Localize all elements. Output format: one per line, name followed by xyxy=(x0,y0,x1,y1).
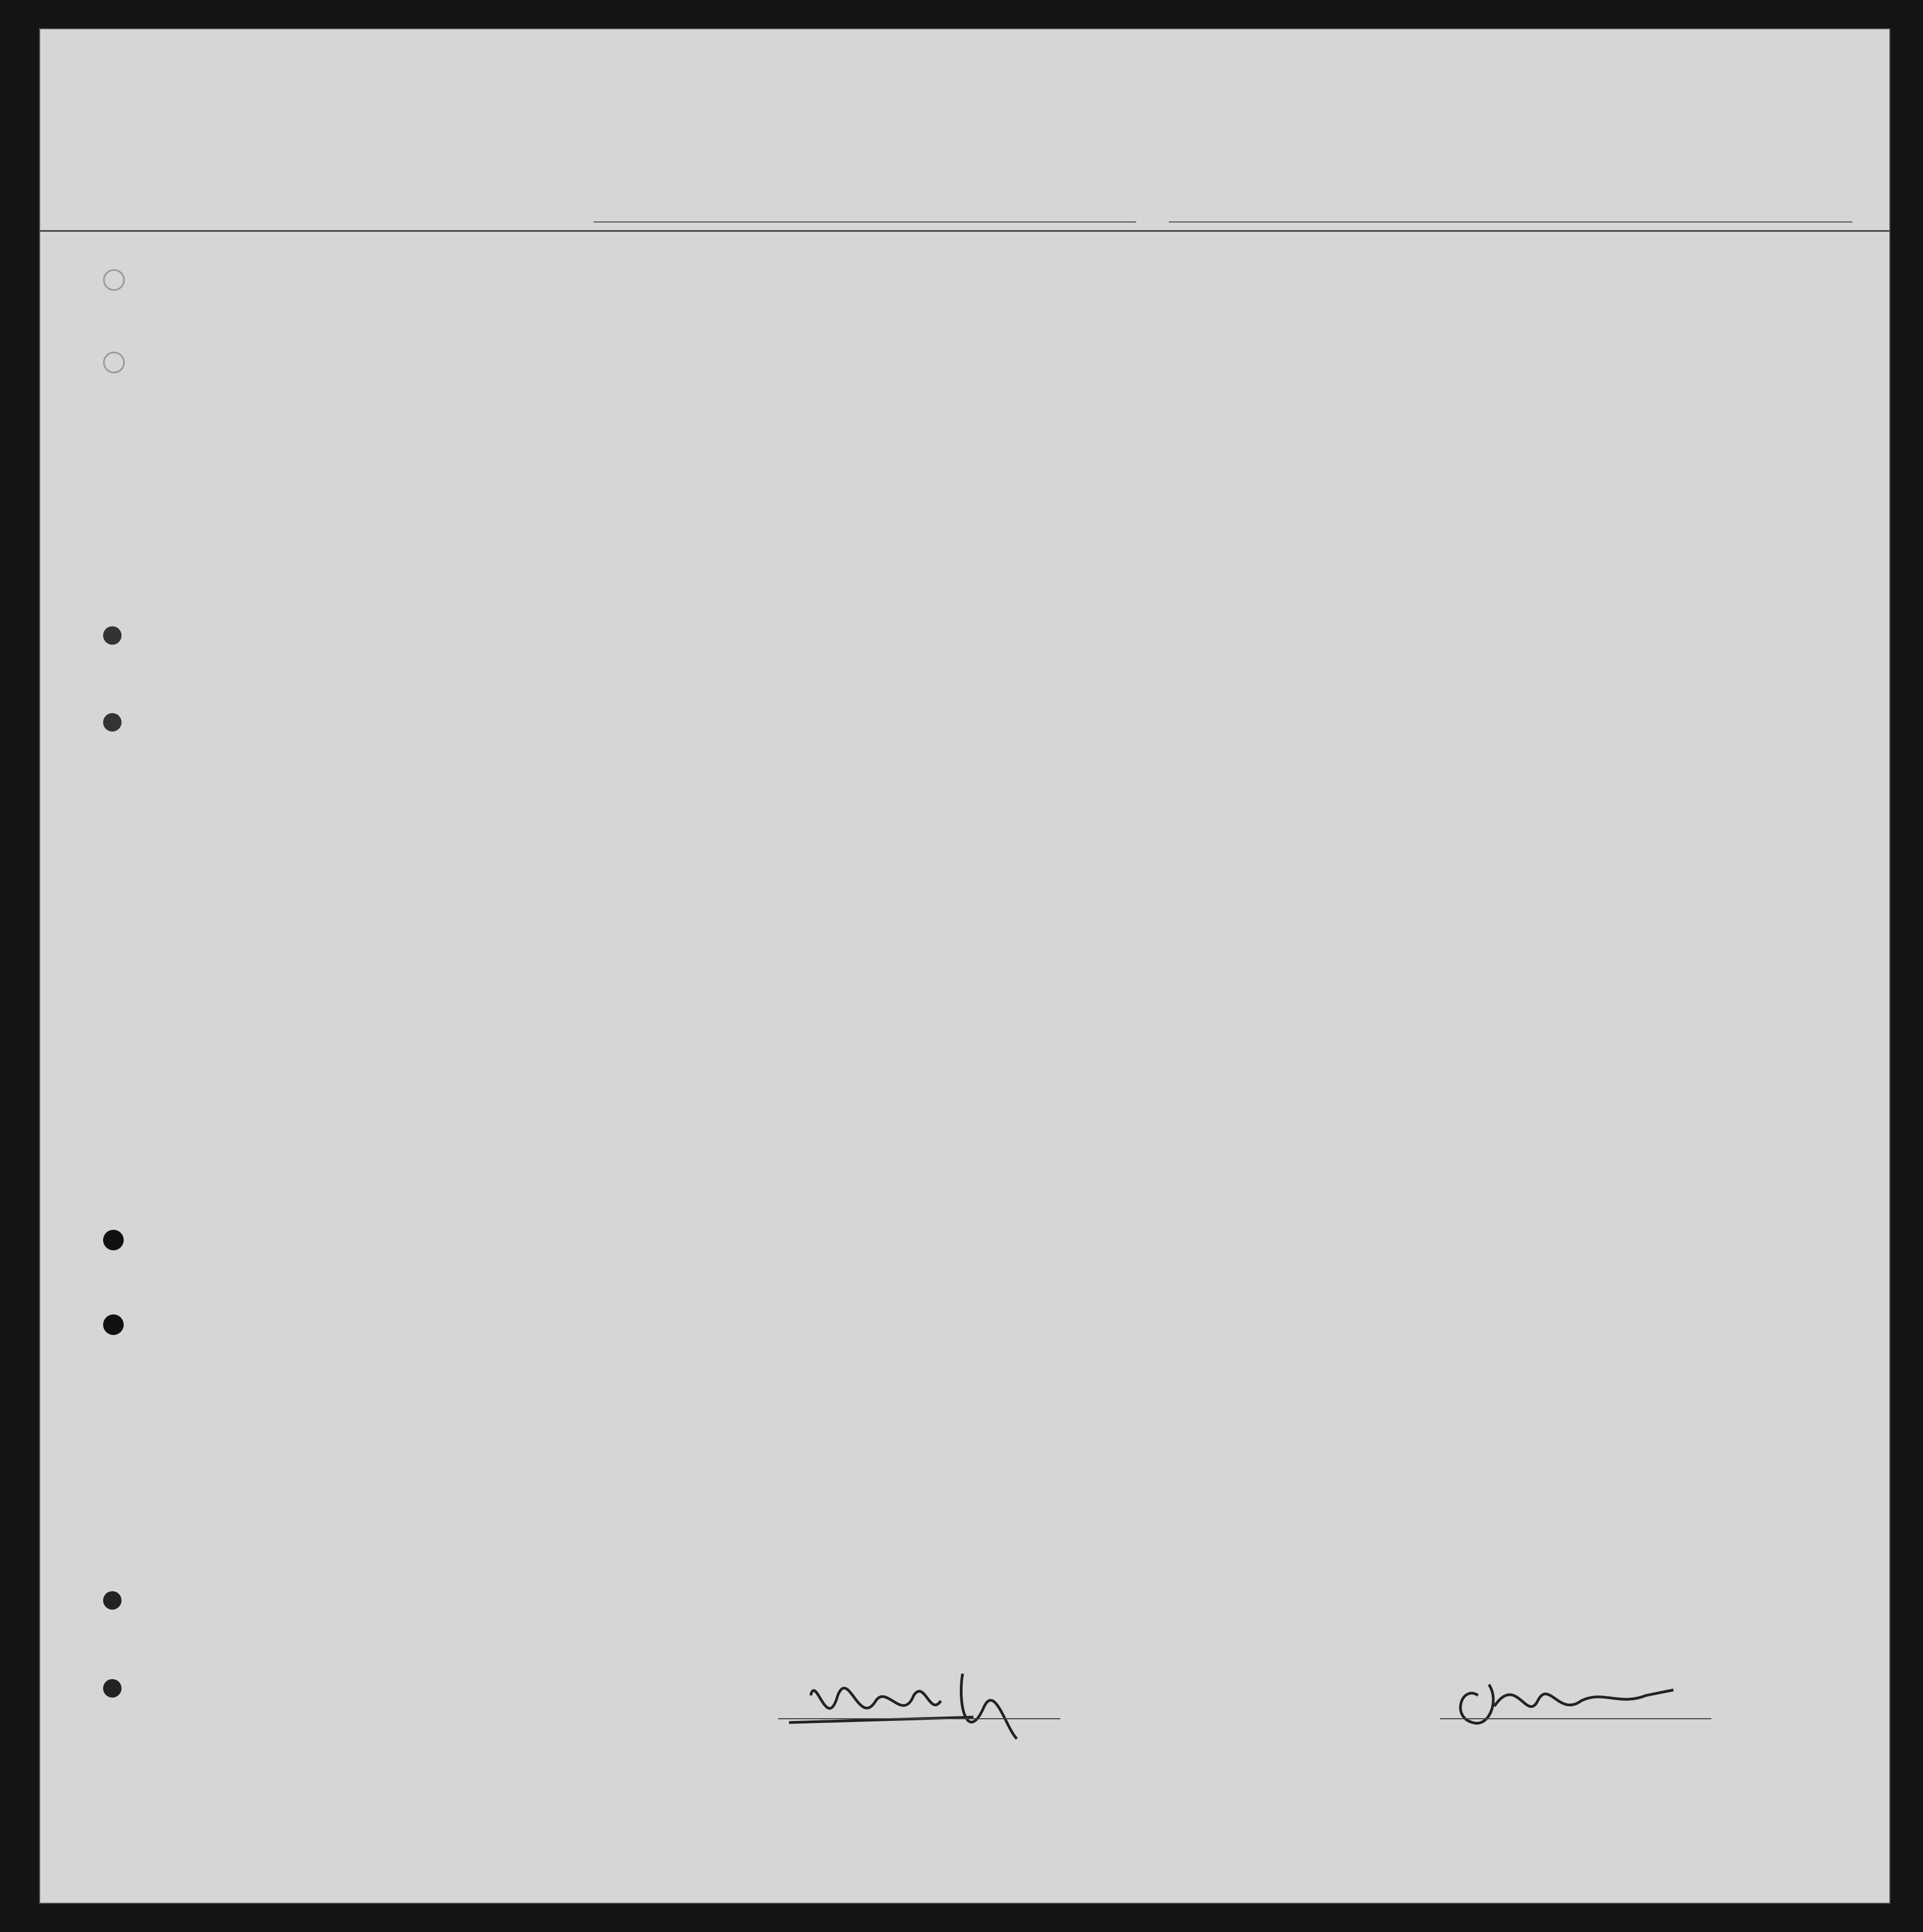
table-grid xyxy=(40,231,1889,1664)
punch-hole xyxy=(103,1314,124,1335)
punch-hole xyxy=(103,352,125,373)
manifest-sheet xyxy=(39,28,1890,1904)
purser-line xyxy=(778,1718,1060,1719)
punch-hole xyxy=(103,1230,124,1250)
purser-signature xyxy=(778,1663,1082,1761)
punch-hole xyxy=(103,626,122,645)
punch-hole xyxy=(103,1591,122,1610)
voyage-underline-2 xyxy=(1169,221,1852,223)
voyage-underline xyxy=(594,221,1136,223)
master-signature xyxy=(1440,1663,1722,1739)
punch-hole xyxy=(103,1679,122,1698)
punch-hole xyxy=(103,713,122,732)
punch-hole xyxy=(103,269,125,291)
master-line xyxy=(1440,1718,1711,1719)
